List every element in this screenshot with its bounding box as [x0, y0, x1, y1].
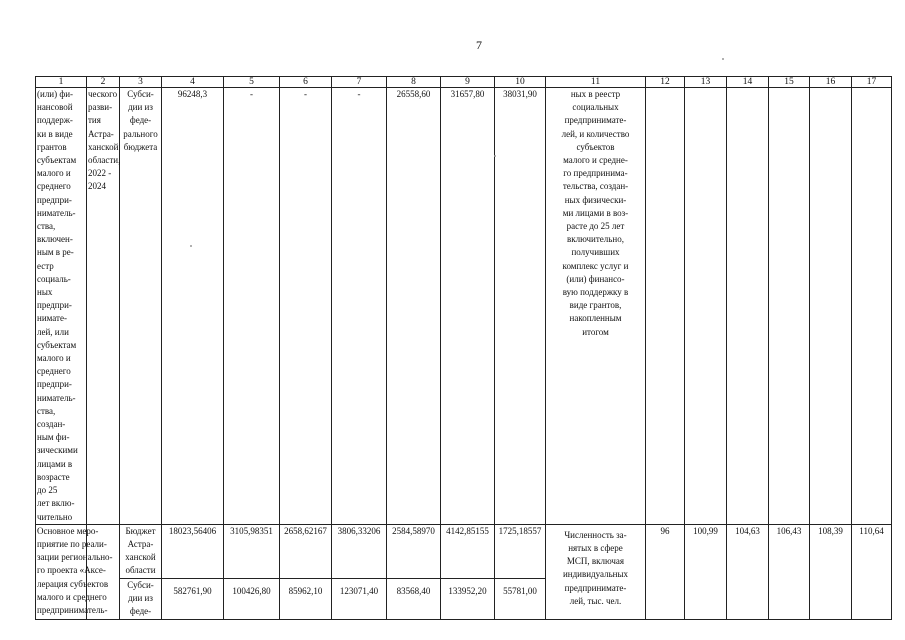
amount-value: 96248,3 — [177, 89, 208, 99]
column-number: 14 — [727, 77, 769, 88]
text-line: социальных — [572, 102, 619, 113]
text-line: тия — [88, 115, 101, 126]
text-line: субъектам — [37, 155, 77, 166]
amount-value: 85962,10 — [288, 585, 323, 596]
text-line: (или) финансо- — [566, 273, 625, 284]
text-line: го предпринима- — [563, 168, 628, 179]
text-line: малого и — [37, 168, 71, 179]
text-line: виде грантов, — [569, 300, 622, 311]
amount-cell — [495, 578, 546, 619]
column-number: 9 — [441, 77, 495, 88]
text-line: лицами в — [37, 458, 73, 469]
page-number: 7 — [476, 38, 482, 52]
column-number: 1 — [36, 77, 87, 88]
text-line: 2022 - — [88, 168, 112, 179]
text-line: нансовой — [37, 102, 73, 113]
column-number: 10 — [495, 77, 546, 88]
amount-value: 133952,20 — [448, 585, 487, 596]
column-number: 2 — [87, 77, 120, 88]
column-number: 15 — [769, 77, 810, 88]
target-cell — [727, 524, 769, 619]
amount-cell — [280, 524, 332, 578]
text-line: лей, или — [37, 326, 69, 337]
target-cell — [769, 524, 810, 619]
amount-value: 100426,80 — [232, 585, 271, 596]
column-number: 13 — [685, 77, 727, 88]
text-line: нятых в сфере — [568, 542, 623, 553]
text-line: ных — [37, 287, 53, 298]
amount-value: 4142,85155 — [446, 525, 489, 536]
text-line: до 25 — [37, 485, 58, 496]
amount-value: - — [357, 89, 361, 99]
target-value: 106,43 — [776, 525, 802, 536]
column-number: 3 — [120, 77, 162, 88]
column-number: 6 — [280, 77, 332, 88]
column-number: 7 — [332, 77, 387, 88]
text-line: Субси- — [127, 89, 154, 99]
text-line: ниматель- — [37, 207, 76, 218]
text-line: зации регионально- — [37, 552, 113, 563]
text-line: предпри- — [37, 379, 72, 390]
text-line: предпринимате- — [564, 115, 627, 126]
text-line: тельства, создан- — [562, 181, 629, 192]
amount-value: 26558,60 — [396, 89, 431, 99]
text-line: включен- — [37, 234, 73, 245]
amount-cell — [224, 88, 280, 525]
amount-cell — [224, 578, 280, 619]
amount-cell — [441, 88, 495, 525]
text-line: предпри- — [37, 194, 72, 205]
text-line: дии из — [128, 592, 153, 603]
text-line: комплекс услуг и — [562, 260, 629, 271]
column-number: 16 — [810, 77, 852, 88]
column-number: 17 — [852, 77, 892, 88]
text-line: ства, — [37, 405, 56, 416]
text-line: накопленным — [569, 313, 622, 324]
amount-value: 2658,62167 — [284, 525, 327, 536]
text-line: лерация субъектов — [37, 578, 109, 589]
amount-cell — [332, 524, 387, 578]
amount-cell — [387, 578, 441, 619]
amount-value: 3105,98351 — [230, 525, 273, 536]
activity-name-cell — [36, 524, 113, 619]
amount-cell — [441, 524, 495, 578]
target-cell — [852, 524, 892, 619]
amount-cell — [332, 578, 387, 619]
program-table — [35, 76, 892, 620]
table-row — [36, 524, 892, 578]
target-cell — [685, 524, 727, 619]
target-cell — [646, 88, 685, 525]
target-cell — [810, 88, 852, 525]
text-line: феде- — [129, 115, 152, 126]
amount-cell — [441, 578, 495, 619]
text-line: субъектов — [576, 141, 615, 152]
text-line: Численность за- — [564, 529, 627, 540]
text-line: ханской — [88, 141, 119, 152]
funding-source-cell — [120, 578, 162, 619]
text-line: ных физически- — [564, 194, 627, 205]
amount-value: 2584,58970 — [392, 525, 435, 536]
text-line: ным в ре- — [37, 247, 74, 258]
amount-value: 38031,90 — [503, 89, 537, 99]
amount-value: - — [250, 89, 253, 99]
scan-speck — [494, 155, 496, 157]
text-line: приятие по реали- — [37, 538, 107, 549]
text-line: включительно, — [567, 234, 624, 245]
amount-cell — [495, 88, 546, 525]
text-line: зическими — [37, 445, 78, 456]
amount-value: 582761,90 — [173, 585, 212, 596]
amount-cell — [387, 88, 441, 525]
column-number: 4 — [162, 77, 224, 88]
text-line: лей, тыс. чел. — [569, 595, 622, 606]
indicator-cell — [546, 524, 646, 619]
target-cell — [727, 88, 769, 525]
target-value: 104,63 — [735, 525, 760, 536]
text-line: ных в реестр — [570, 89, 621, 99]
text-line: области, — [88, 155, 121, 166]
amount-value: - — [304, 89, 307, 99]
program-name-cell — [87, 88, 120, 525]
text-line: Бюджет — [125, 525, 156, 536]
text-line: среднего — [37, 366, 71, 377]
target-value: 100,99 — [693, 525, 718, 536]
text-line: вую поддержку в — [562, 287, 629, 298]
text-line: Астра- — [127, 538, 154, 549]
amount-cell — [387, 524, 441, 578]
funding-source-cell — [120, 524, 162, 578]
amount-cell — [495, 524, 546, 578]
text-line: нимате- — [37, 313, 67, 324]
text-line: возрасте — [37, 471, 70, 482]
text-line: Астра- — [88, 128, 114, 139]
text-line: предприниматель- — [37, 604, 108, 615]
text-line: социаль- — [37, 273, 71, 284]
text-line: рального — [123, 128, 158, 139]
text-line: ческого — [88, 89, 118, 99]
amount-value: 1725,18557 — [498, 525, 542, 536]
text-line: го проекта «Аксе- — [37, 565, 106, 576]
text-line: ным фи- — [37, 432, 70, 443]
table-row — [36, 88, 892, 525]
text-line: расте до 25 лет — [566, 221, 625, 232]
text-line: бюджета — [123, 141, 158, 152]
text-line: малого и средне- — [563, 155, 628, 166]
amount-cell — [162, 524, 224, 578]
target-cell — [646, 524, 685, 619]
text-line: Субси- — [127, 579, 154, 590]
text-line: лет вклю- — [37, 498, 75, 509]
text-line: разви- — [88, 102, 113, 113]
target-cell — [852, 88, 892, 525]
scan-speck — [722, 58, 724, 60]
text-line: 2024 — [88, 181, 106, 192]
text-line: МСП, включая — [566, 556, 625, 567]
text-line: итогом — [582, 326, 609, 337]
text-line: ки в виде — [37, 128, 73, 139]
text-line: ства, — [37, 221, 56, 232]
indicator-cell — [546, 88, 646, 525]
text-line: предпри- — [37, 300, 72, 311]
indicator-text — [547, 529, 644, 608]
text-line: (или) фи- — [37, 89, 74, 99]
column-number: 12 — [646, 77, 685, 88]
column-number: 5 — [224, 77, 280, 88]
target-value: 96 — [660, 525, 670, 536]
target-value: 108,39 — [818, 525, 843, 536]
column-number-row — [36, 77, 892, 88]
text-line: получивших — [571, 247, 620, 258]
amount-cell — [280, 578, 332, 619]
text-line: чительно — [37, 511, 73, 522]
amount-value: 3806,33206 — [337, 525, 381, 536]
text-line: индивидуальных — [562, 569, 629, 580]
amount-value: 55781,00 — [503, 585, 537, 596]
text-line: области — [125, 565, 156, 576]
amount-value: 123071,40 — [339, 585, 379, 596]
target-cell — [769, 88, 810, 525]
text-line: субъектам — [37, 339, 77, 350]
column-number: 11 — [546, 77, 646, 88]
text-line: ми лицами в воз- — [562, 207, 629, 218]
scan-speck — [190, 245, 192, 247]
text-line: предпринимате- — [564, 582, 627, 593]
text-line: создан- — [37, 419, 66, 430]
target-value: 110,64 — [859, 525, 884, 536]
amount-cell — [162, 88, 224, 525]
funding-source-cell — [120, 88, 162, 525]
amount-value: 31657,80 — [450, 89, 485, 99]
amount-cell — [332, 88, 387, 525]
text-line: малого и среднего — [37, 591, 107, 602]
activity-name-cell — [36, 88, 87, 525]
text-line: лей, и количество — [561, 128, 630, 139]
amount-cell — [162, 578, 224, 619]
target-cell — [810, 524, 852, 619]
amount-cell — [280, 88, 332, 525]
text-line: грантов — [37, 141, 67, 152]
text-line: поддерж- — [37, 115, 73, 126]
amount-value: 18023,56406 — [168, 525, 217, 536]
amount-value: 83568,40 — [396, 585, 431, 596]
text-line: дии из — [128, 102, 153, 113]
text-line: феде- — [129, 605, 152, 616]
text-line: Основное меро- — [37, 525, 99, 536]
text-line: естр — [37, 260, 54, 271]
column-number: 8 — [387, 77, 441, 88]
text-line: ханской — [125, 552, 156, 563]
amount-cell — [224, 524, 280, 578]
text-line: ниматель- — [37, 392, 76, 403]
text-line: среднего — [37, 181, 71, 192]
text-line: малого и — [37, 353, 71, 364]
target-cell — [685, 88, 727, 525]
